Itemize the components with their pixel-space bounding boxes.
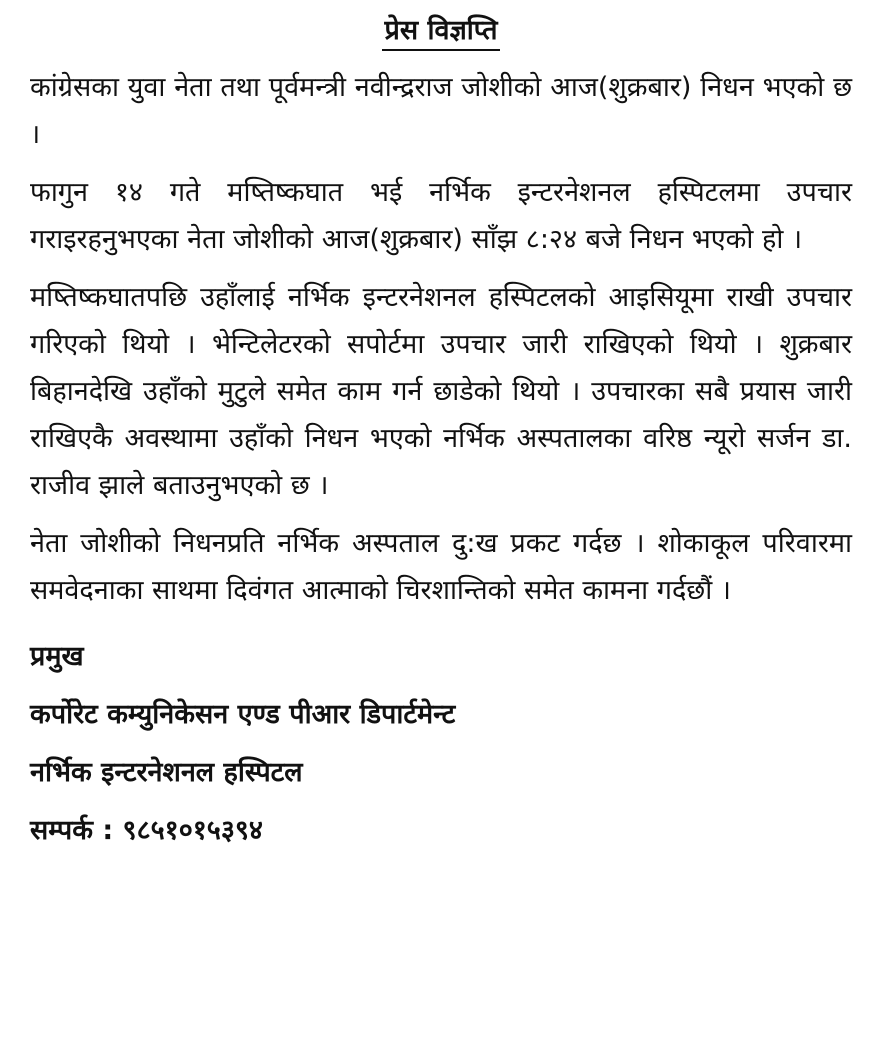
paragraph-condolence: नेता जोशीको निधनप्रति नर्भिक अस्पताल दु:ख प्रकट गर्दछ । शोकाकूल परिवारमा समवेदनाका साथमा दिवंगत आत्माको चिरशान्तिको समेत कामना गर्दछौं । — [30, 528, 852, 606]
press-release-page — [30, 14, 852, 848]
paragraph-announcement: कांग्रेसका युवा नेता तथा पूर्वमन्त्री नवीन्द्रराज जोशीको आज(शुक्रबार) निधन भएको छ । — [30, 72, 852, 150]
signature-contact: सम्पर्क : ९८५१०१५३९४ — [30, 815, 263, 846]
document-title: प्रेस विज्ञप्ति — [382, 14, 499, 51]
title-container — [30, 14, 852, 54]
paragraph-treatment-details: फागुन १४ गते मष्तिष्कघात भई नर्भिक इन्टरनेशनल हस्पिटलमा उपचार गराइरहनुभएका नेता जोशीको आज(शुक्रबार) साँझ ८:२४ बजे निधन भएको हो । — [30, 177, 852, 255]
signature-block — [30, 640, 852, 848]
signature-department: कर्पोरेट कम्युनिकेसन एण्ड पीआर डिपार्टमेन्ट — [30, 699, 456, 730]
signature-role: प्रमुख — [30, 641, 84, 672]
signature-organization: नर्भिक इन्टरनेशनल हस्पिटल — [30, 757, 303, 788]
paragraph-icu-details: मष्तिष्कघातपछि उहाँलाई नर्भिक इन्टरनेशनल हस्पिटलको आइसियूमा राखी उपचार गरिएको थियो । भेन्टिलेटरको सपोर्टमा उपचार जारी राखिएको थियो । शुक्रबार बिहानदेखि उहाँको मुटुले समेत काम गर्न छाडेको थियो । उपचारका सबै प्रयास जारी राखिएकै अवस्थामा उहाँको निधन भएको नर्भिक अस्पतालका वरिष्ठ न्यूरो सर्जन डा. राजीव झाले बताउनुभएको छ । — [30, 282, 852, 501]
